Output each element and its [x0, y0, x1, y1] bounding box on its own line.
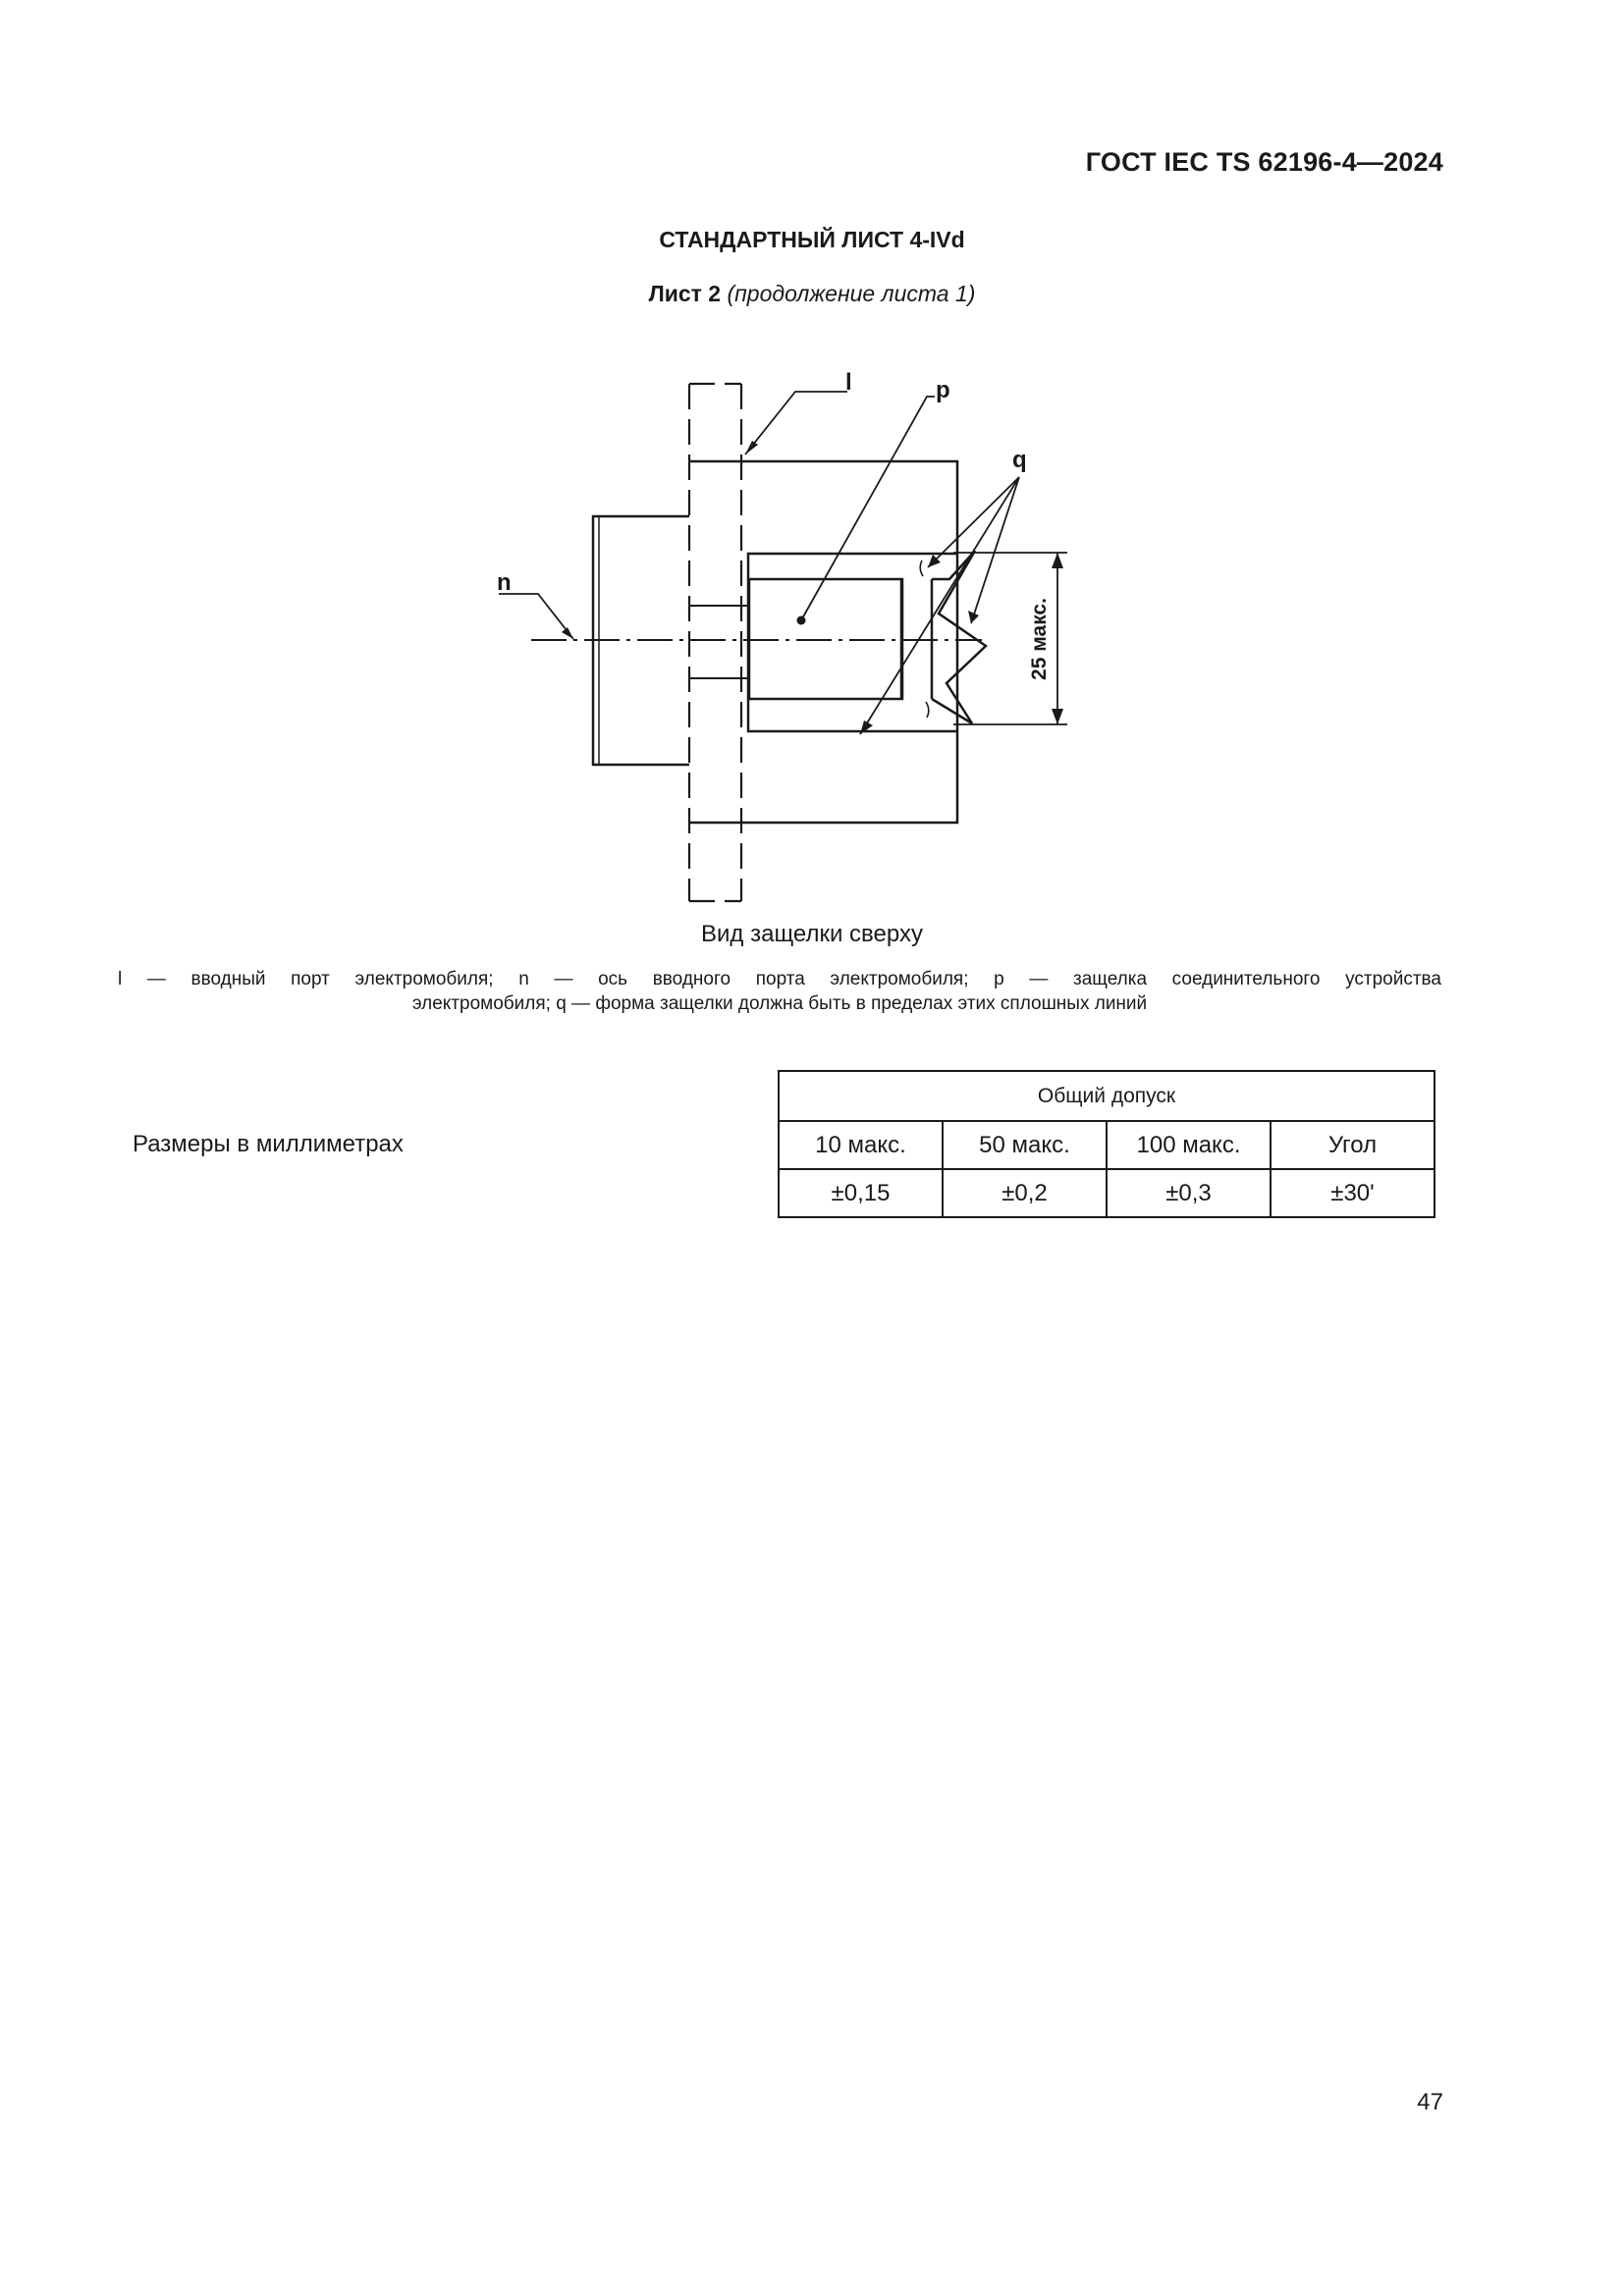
- table-cell: ±0,15: [779, 1169, 943, 1217]
- table-header-cell: 100 макс.: [1107, 1121, 1271, 1169]
- figure-caption: Вид защелки сверху: [701, 921, 923, 947]
- latch-tip-profile: [932, 551, 986, 723]
- table-row: [779, 1169, 1435, 1217]
- table-header-cell: 50 макс.: [943, 1121, 1107, 1169]
- sheet-title: СТАНДАРТНЫЙ ЛИСТ 4-IVd: [659, 227, 965, 252]
- figure-legend: [118, 967, 1441, 1016]
- page-number: 47: [1417, 2089, 1443, 2115]
- table-row: [779, 1121, 1435, 1169]
- label-n: n: [497, 569, 512, 596]
- table-header-cell: 10 макс.: [779, 1121, 943, 1169]
- sheet-subtitle: [0, 281, 1624, 307]
- tolerance-table: [778, 1070, 1435, 1218]
- table-cell: ±30': [1271, 1169, 1435, 1217]
- label-l: l: [845, 369, 852, 396]
- units-note: Размеры в миллиметрах: [133, 1131, 404, 1157]
- leader-p: [801, 397, 935, 620]
- latch-top-view-drawing: [481, 368, 1110, 918]
- table-cell: ±0,3: [1107, 1169, 1271, 1217]
- leader-q: [860, 477, 1019, 734]
- label-p: p: [936, 377, 950, 403]
- dimension-label: 25 макс.: [1028, 598, 1051, 680]
- legend-line-2: электромобиля; q — форма защелки должна быть в пределах этих сплошных линий: [411, 993, 1148, 1014]
- label-q: q: [1012, 447, 1027, 473]
- sheet-subtitle-number: Лист 2: [648, 281, 722, 306]
- table-header-cell: Угол: [1271, 1121, 1435, 1169]
- document-number: ГОСТ IEC TS 62196-4—2024: [1085, 147, 1443, 177]
- table-cell: ±0,2: [943, 1169, 1107, 1217]
- leader-l: [745, 392, 847, 454]
- legend-line-1: l — вводный порт электромобиля; n — ось вводного порта электромобиля; p — защелка соединительного устройства: [118, 969, 1441, 989]
- sheet-subtitle-note: (продолжение листа 1): [727, 281, 976, 306]
- tolerance-table-title: Общий допуск: [779, 1071, 1435, 1121]
